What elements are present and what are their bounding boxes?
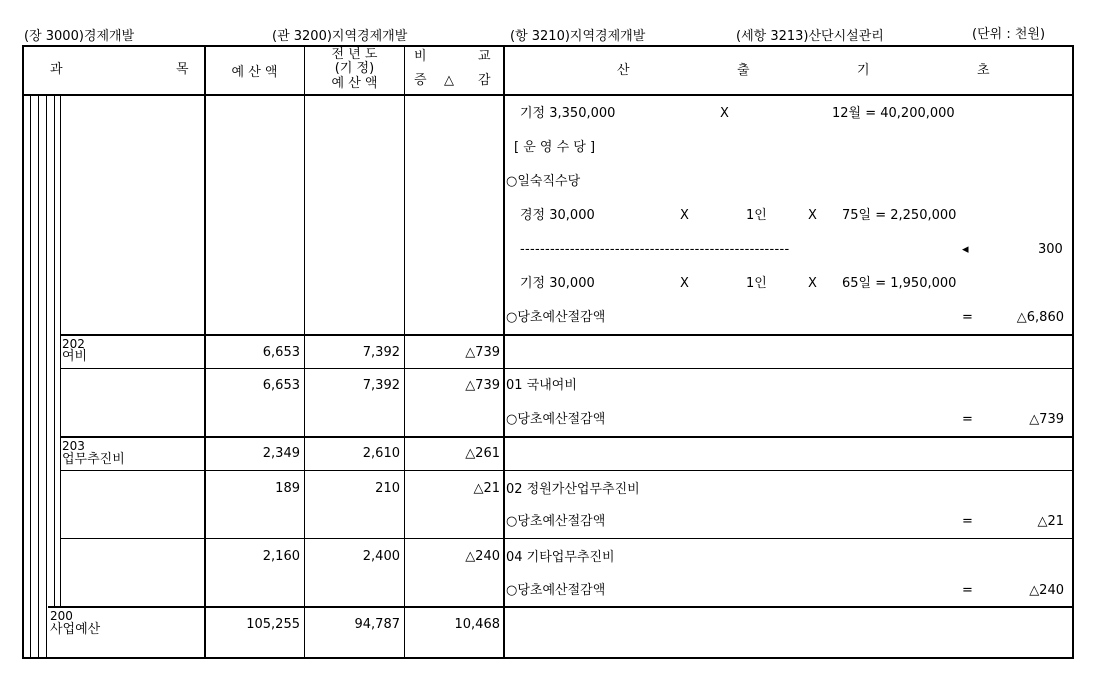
table-top-border [22, 45, 1074, 47]
cell-budget: 105,255 [246, 617, 300, 632]
row-divider [60, 436, 1074, 438]
hierarchy-line [38, 95, 39, 658]
row-code: 202 [62, 337, 85, 351]
saving-eq: = [962, 583, 973, 598]
header-cmp-1a: 비 [414, 49, 427, 64]
saving-label: ○당초예산절감액 [506, 514, 606, 529]
title-gwan: (관 3200)지역경제개발 [272, 29, 408, 44]
title-jang: (장 3000)경제개발 [24, 29, 135, 44]
header-gwamok-a: 과 [50, 62, 63, 77]
saving-label: ○당초예산절감액 [506, 583, 606, 598]
cell-diff: △21 [473, 481, 500, 496]
row-divider [60, 470, 1074, 471]
title-unit: (단위 : 천원) [972, 27, 1046, 42]
calc-line: 기정 30,000 [520, 276, 595, 291]
section-title: [ 운 영 수 당 ] [514, 140, 596, 155]
header-basis-3: 기 [857, 63, 870, 78]
saving-eq: = [962, 514, 973, 529]
saving-value: △21 [1037, 514, 1064, 529]
title-hang: (항 3210)지역경제개발 [510, 29, 646, 44]
saving-value: △739 [1029, 412, 1064, 427]
calc-x: X [808, 276, 817, 291]
saving-eq: = [962, 310, 973, 325]
header-cmp-2a: 증 [414, 73, 427, 88]
row-code: 200 [50, 609, 73, 623]
item-label: ○일숙직수당 [506, 174, 581, 189]
saving-label: ○당초예산절감액 [506, 310, 606, 325]
calc-result: 65일 = 1,950,000 [842, 276, 957, 291]
saving-value: △240 [1029, 583, 1064, 598]
table-bottom-border [22, 657, 1074, 659]
hierarchy-line [30, 95, 31, 658]
header-bottom-border [22, 94, 1074, 96]
row-name: 여비 [62, 349, 88, 364]
dashed-connector: ------------------------------------------------------ [520, 242, 790, 257]
header-basis-1: 산 [617, 63, 630, 78]
cell-prev: 210 [375, 481, 400, 496]
row-divider [60, 334, 1074, 336]
hierarchy-line [60, 95, 61, 607]
header-basis-4: 초 [977, 63, 990, 78]
cell-prev: 7,392 [362, 378, 400, 393]
cell-diff: 10,468 [454, 617, 500, 632]
row-code: 203 [62, 439, 85, 453]
cell-diff: △240 [465, 549, 500, 564]
header-cmp-2b: △ [444, 73, 454, 88]
row-divider [60, 538, 1074, 539]
calc-line: 경정 30,000 [520, 208, 595, 223]
header-budget: 예 산 액 [231, 65, 278, 80]
item-label: 02 정원가산업무추진비 [506, 482, 640, 497]
calc-x: X [680, 276, 689, 291]
cell-budget: 6,653 [262, 378, 300, 393]
calc-result: 12월 = 40,200,000 [832, 106, 955, 121]
cell-diff: △739 [465, 345, 500, 360]
header-prev-2: (기 정) [334, 61, 375, 76]
cell-diff: △739 [465, 378, 500, 393]
hierarchy-line [46, 95, 47, 658]
header-gwamok-b: 목 [176, 62, 189, 77]
header-prev-3: 예 산 액 [331, 76, 378, 91]
row-name: 사업예산 [50, 622, 101, 637]
row-name: 업무추진비 [62, 452, 125, 467]
cell-diff: △261 [465, 446, 500, 461]
col-border [503, 45, 505, 659]
item-label: 01 국내여비 [506, 378, 577, 393]
table-left-border [22, 45, 24, 659]
calc-count: 1인 [746, 208, 767, 223]
table-right-border [1072, 45, 1074, 659]
cell-prev: 94,787 [354, 617, 400, 632]
row-divider [60, 368, 1074, 369]
hierarchy-line [54, 95, 55, 607]
cell-budget: 189 [275, 481, 300, 496]
calc-x: X [720, 106, 729, 121]
header-prev-1: 전 년 도 [331, 47, 378, 62]
saving-eq: = [962, 412, 973, 427]
calc-result: 75일 = 2,250,000 [842, 208, 957, 223]
calc-diff: 300 [1038, 242, 1063, 257]
cell-budget: 2,160 [262, 549, 300, 564]
header-cmp-1b: 교 [478, 49, 491, 64]
cell-budget: 2,349 [262, 446, 300, 461]
calc-count: 1인 [746, 276, 767, 291]
calc-x: X [680, 208, 689, 223]
saving-label: ○당초예산절감액 [506, 412, 606, 427]
title-sehang: (세항 3213)산단시설관리 [736, 29, 884, 44]
row-divider [48, 606, 1074, 608]
item-label: 04 기타업무추진비 [506, 550, 615, 565]
arrow-icon: ◂ [962, 242, 969, 257]
saving-value: △6,860 [1016, 310, 1064, 325]
cell-prev: 7,392 [362, 345, 400, 360]
cell-budget: 6,653 [262, 345, 300, 360]
header-basis-2: 출 [737, 63, 750, 78]
calc-line: 기정 3,350,000 [520, 106, 616, 121]
cell-prev: 2,610 [362, 446, 400, 461]
calc-x: X [808, 208, 817, 223]
cell-prev: 2,400 [362, 549, 400, 564]
header-cmp-2c: 감 [478, 73, 491, 88]
